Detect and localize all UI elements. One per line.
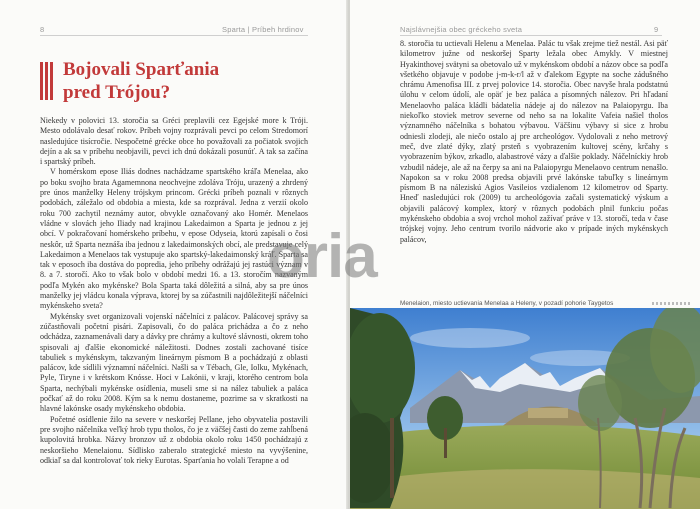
photo-caption: Menelaion, miesto uctievania Menelaa a Heleny, v pozadí pohorie Taygetos (400, 300, 614, 307)
left-paragraph: V homérskom epose Iliás dodnes nachádzame spartského kráľa Menelaa, ako po boku svojho brata Agamemnona neochvejne zdoláva Tróju, urazený a zhrdený pre únos manželky Heleny trójskym princom. Grécki príbeh poznali v rôznych podobách, záležalo od obdobia a miesta, kde sa rozprával. Jedna z verzií okolo roku 700 zachytil neznámy autor, obvykle označovaný ako Homér. Menelaos vládne v slovách jeho Iliady nad krajinou Lakedaimon a Sparta je jednou z jej obcí. V pokračovaní homérskeho príbehu, v epose Odyseia, ktorú zapísali o čosi neskôr, už Sparta neznáša iba jednou z lakedaimonských obcí, ale predstavuje celý Lakedaimon a Menelaos tak vystupuje ako spartský-lakedaimonský kráľ. Sparta sa tak v eposoch iba dostáva do popredia, jeho príbehy odrážajú jej rastúci význam v 8. a 7. storočí. Ako to však bolo v období medzi 16. a 13. storočím nazvaným podľa Mykén ako mykénske? Bola Sparta taká dôležitá a silná, aby sa pre únos manželky jej vládcu konala výprava, ktorej by sa zúčastnili najdôležitejší náčelníci mykénskeho sveta? (40, 167, 308, 311)
chapter-title (63, 58, 283, 104)
watermark-text: oria (267, 222, 377, 291)
right-running-header: Najslávnejšia obec gréckeho sveta (400, 25, 523, 34)
chapter-title-line1: Bojovali Sparťania (63, 59, 220, 80)
menelaion-landscape-image (350, 308, 700, 509)
left-header-rule (40, 35, 308, 36)
left-paragraph: Početné osídlenie žilo na severe v neskoršej Pellane, jeho obyvatelia postavili pre svojho náčelníka veľký hrob typu tholos, čo je z väčšej časti do zeme zahĺbená kupolovitá hrobka. Názvy bronzov už z obdobia okolo roku 1450 pochádzajú z neskoršieho Menelaionu. Sídlisko zaberalo strategické miesto na vyvýšenine, odkiaľ sa dal kontrolovať tok rieky Eurotas. Sparťania ho volali Terapne a od (40, 414, 308, 465)
left-page-number: 8 (40, 25, 45, 34)
caption-dash-rule (652, 302, 690, 305)
left-running-header: Sparta | Príbeh hrdinov (222, 25, 304, 34)
left-paragraph: Mykénsky svet organizovali vojenskí náčelníci z palácov. Palácovej správy sa zúčastňovali početní pisári. Zapisovali, čo do paláca prichádza a čo z neho odchádza, zaznamenávali dary a dávky pre chrámy a kultové slávnosti, okrem toho spisovali aj ďalšie ekonomické náležitosti. Dodnes zostali zachované tisíce tabuliek s mykénskym, takzvaným lineárnym písmom B a pochádzajú z oblasti palácov, kde sídlili významní náčelníci. Našli sa v Tébach, Gle, Iolku, Mykénach, Pyle, Tiryne i v krétskom Knósse. Hoci v Lakónii, v kraji, ktorého centrom bola Sparta, nechýbali mykénske osídlenia, museli sme si na nález tabuliek a paláca počkať až do roku 2008. Kým sa k nemu dostaneme, pozrime sa v skratkosti na hlavné lakónske osady mykénskeho obdobia. (40, 311, 308, 414)
chapter-title-line2: pred Trójou? (63, 82, 171, 103)
right-header-rule (400, 35, 662, 36)
left-paragraph: Niekedy v polovici 13. storočia sa Gréci preplavili cez Egejské more k Tróji. Mesto odolávalo desať rokov. Príbeh vojny rozprávali pevci po celom Stredomorí nasledujúce tisícročie. Nespočetné grécke obce ho považovali za počiatok svojich dejín a ak sa v príbehu neobjavili, pevci ich dnú dokázali posunúť. A tak sa začína i spartský príbeh. (40, 116, 308, 167)
title-accent-bars (40, 62, 54, 100)
right-body-text (400, 39, 668, 293)
right-paragraph: 8. storočia tu uctievali Helenu a Menelaa. Palác tu však zrejme tiež nestál. Asi päť kilometrov južne od neskoršej Sparty ležala obec Amykly. V miestnej Hyakinthovej svätyni sa obetovalo už v mykénskom období a názov obce sa podľa všetkého objavuje v podobe j-m-k-r/l až v ďalekom Egypte na soche zádušného chrámu Amenofisa III. z prvej polovice 14. storočia. Obec navyše hrala podstatnú úlohu v celom údolí, ale opäť je bez paláca a písomných nálezov. Pri hľadaní Menelaovho paláca kládli bádatelia nádeje aj do nálezov na Palaiopyrgu. Iba niekoľko stoviek metrov severne od neho sa na lokalite Vafeia našiel tholos významného náčelníka s bohatou výbavou. Väčšinu výbavy si sice z hrobu odniesli zlodeji, ale niečo ostalo aj pre archeológov. Vydolovali z neho metrový meč, dve zlaté dýky, zlatý prsteň s vyobrazením kultovej scény, krčahy s vyobrazením býkov, zrkadlo, alabastrové vázy a ďalšie poklady. Náčelníckiy hrob vzbudil nádeje, ale až na čerpy sa ani na Palaiopyrgu Menelaovo centrum nenašlo. Napokon sa v roku 2008 predsa objavili prvé lakónske tabuľky s lineárnym písmom B na náleziskú Agios Vasileios vzdialenom 12 kilometrov od Sparty. Hneď nasledujúci rok (2009) tu archeológovia začali systematický výskum a objavili palácový komplex, ktorý v rôznych podobách plnil funkciu počas mykénskeho obdobia a svoj vrchol mohol zažívať práve v 13. storočí, teda v čase trójskej vojny. Jeho centrum tvorilo nádvorie ako v prípade iných mykénskych palácov, (400, 39, 668, 244)
landscape-photo (350, 308, 700, 509)
right-page-number: 9 (654, 25, 659, 34)
left-body-text (40, 116, 308, 466)
